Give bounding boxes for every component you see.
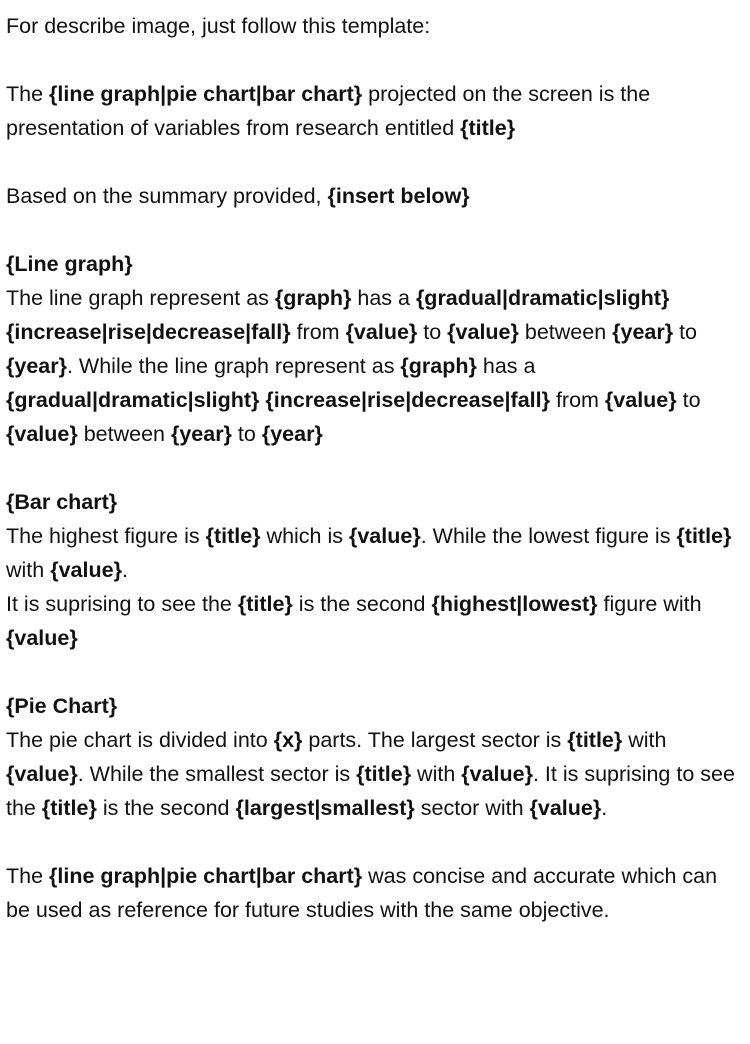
placeholder-token: {value} [604,388,677,412]
placeholder-token: {title} [205,524,261,548]
placeholder-token: {insert below} [327,184,470,208]
placeholder-token: {title} [41,796,97,820]
placeholder-token: {value} [6,626,78,650]
placeholder-token: {largest|smallest} [235,796,415,820]
intro-paragraph: For describe image, just follow this template: [6,14,431,38]
placeholder-token: {year} [261,422,323,446]
placeholder-token: {title} [237,592,293,616]
opening-paragraph: The {line graph|pie chart|bar chart} projected on the screen is the presentation of variables from research entitled {title} [6,82,651,140]
closing-paragraph: The {line graph|pie chart|bar chart} was concise and accurate which can be used as reference for future studies with the same objective. [6,864,718,922]
placeholder-token: {gradual|dramatic|slight} [6,388,260,412]
placeholder-token: {value} [6,422,78,446]
placeholder-token: {graph} [274,286,352,310]
placeholder-token: {title} [676,524,732,548]
placeholder-token: {Pie Chart} [6,694,118,718]
placeholder-token: {title} [567,728,623,752]
placeholder-token: {Line graph} [6,252,133,276]
placeholder-token: {value} [6,762,78,786]
placeholder-token: {title} [356,762,412,786]
placeholder-token: {gradual|dramatic|slight} [415,286,670,310]
placeholder-token: {value} [529,796,602,820]
placeholder-token: {increase|rise|decrease|fall} [265,388,550,412]
placeholder-token: {year} [6,354,67,378]
placeholder-token: {value} [348,524,421,548]
line-graph-section: {Line graph} The line graph represent as {graph} has a {gradual|dramatic|slight} {increase|rise|decrease|fall} from {value} to {value} between {year} to {year}. While the line graph represent as {graph} has a {gradual|dramatic|slight} {increase|rise|decrease|fall} from {value} to {value} between {year} to {year} [6,252,701,446]
placeholder-token: {value} [447,320,519,344]
placeholder-token: {value} [50,558,122,582]
placeholder-token: {line graph|pie chart|bar chart} [49,864,363,888]
placeholder-token: {highest|lowest} [431,592,598,616]
placeholder-token: {value} [461,762,533,786]
placeholder-token: {graph} [400,354,477,378]
pie-chart-section: {Pie Chart} The pie chart is divided into {x} parts. The largest sector is {title} with {value}. While the smallest sector is {title} with {value}. It is suprising to see the {title} is the second {largest|smallest} sector with {value}. [6,694,735,820]
placeholder-token: {year} [170,422,232,446]
placeholder-token: {line graph|pie chart|bar chart} [49,82,363,106]
placeholder-token: {title} [460,116,516,140]
placeholder-token: {Bar chart} [6,490,118,514]
bar-chart-section: {Bar chart} The highest figure is {title} which is {value}. While the lowest figure is {title} with {value}. It is suprising to see the {title} is the second {highest|lowest} figure with {value} [6,490,732,650]
placeholder-token: {year} [612,320,674,344]
placeholder-token: {value} [345,320,418,344]
summary-paragraph: Based on the summary provided, {insert below} [6,184,470,208]
placeholder-token: {increase|rise|decrease|fall} [6,320,291,344]
placeholder-token: {x} [273,728,303,752]
